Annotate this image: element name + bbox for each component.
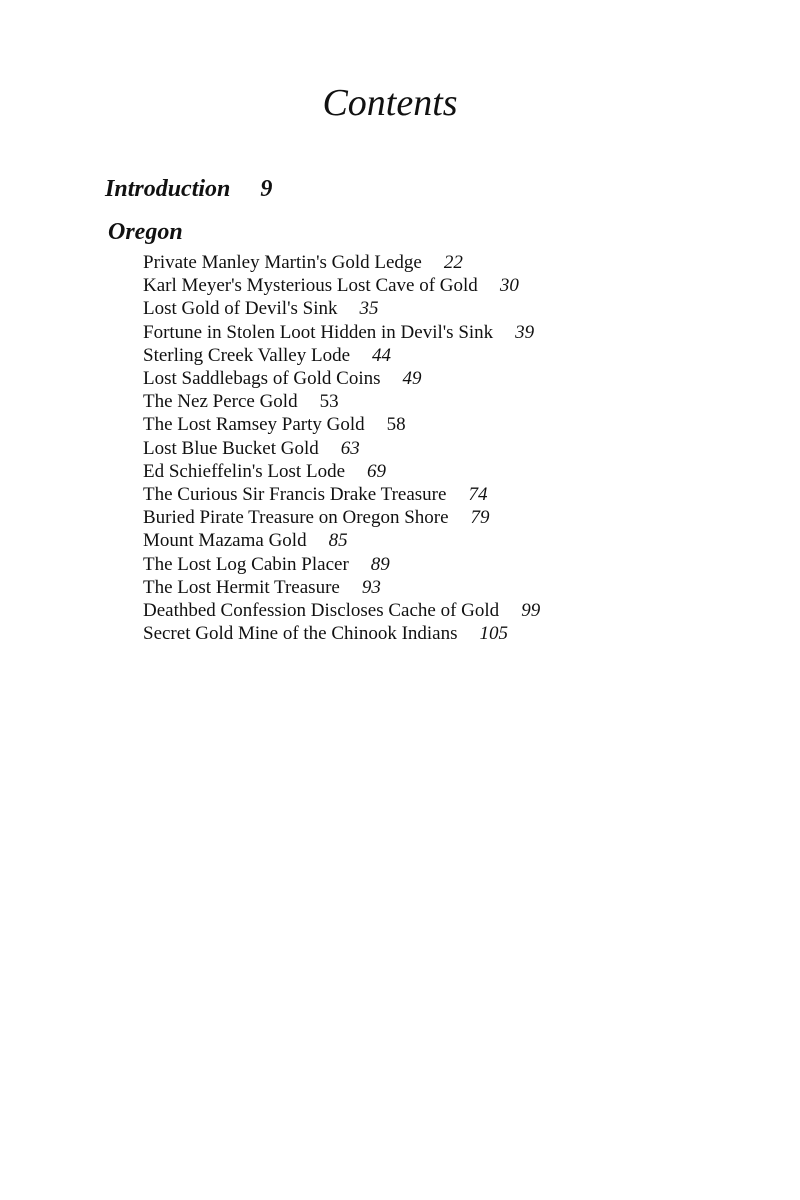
- entry-page-number: 79: [470, 507, 490, 529]
- contents-entry: [143, 321, 540, 344]
- entry-page-number: 63: [340, 437, 360, 459]
- entry-page-number: 44: [372, 344, 392, 366]
- entry-title: Ed Schieffelin's Lost Lode: [143, 460, 346, 482]
- entry-title: Deathbed Confession Discloses Cache of Gold: [143, 600, 500, 622]
- entry-page-number: 105: [479, 623, 509, 645]
- contents-entry: [143, 460, 540, 483]
- section-heading-oregon: Oregon: [108, 219, 183, 245]
- entry-title: Sterling Creek Valley Lode: [143, 344, 351, 366]
- entry-title: Mount Mazama Gold: [143, 530, 307, 552]
- introduction-label: Introduction: [105, 176, 231, 202]
- entry-title: Fortune in Stolen Loot Hidden in Devil's Sink: [143, 321, 494, 343]
- entry-page-number: 30: [499, 275, 519, 297]
- introduction-page-number: 9: [260, 176, 273, 202]
- entry-title: Lost Blue Bucket Gold: [143, 437, 319, 459]
- page-title: Contents: [322, 82, 458, 124]
- contents-entry: [143, 529, 540, 552]
- entry-page-number: 35: [359, 298, 379, 320]
- contents-entry: [143, 390, 540, 413]
- contents-entry: [143, 367, 540, 390]
- entry-page-number: 22: [443, 252, 463, 273]
- contents-entry: [143, 437, 540, 460]
- contents-entry: [143, 413, 540, 436]
- entry-page-number: 69: [367, 460, 387, 482]
- entry-page-number: 49: [402, 368, 422, 390]
- contents-entry-list: [143, 251, 540, 645]
- contents-entry: [143, 251, 540, 274]
- entry-page-number: 99: [521, 600, 541, 622]
- entry-title: Private Manley Martin's Gold Ledge: [143, 252, 422, 273]
- entry-title: Lost Gold of Devil's Sink: [143, 298, 338, 320]
- contents-entry: [143, 274, 540, 297]
- entry-title: The Lost Log Cabin Placer: [143, 553, 349, 575]
- entry-title: Buried Pirate Treasure on Oregon Shore: [143, 507, 449, 529]
- contents-entry: [143, 553, 540, 576]
- entry-page-number: 74: [468, 484, 488, 506]
- entry-page-number: 89: [370, 553, 390, 575]
- contents-entry: [143, 622, 540, 645]
- entry-title: The Nez Perce Gold: [143, 391, 298, 413]
- contents-entry: [143, 576, 540, 599]
- entry-title: Secret Gold Mine of the Chinook Indians: [143, 623, 458, 645]
- entry-page-number: 39: [515, 321, 535, 343]
- entry-title: Lost Saddlebags of Gold Coins: [143, 368, 381, 390]
- contents-entry: [143, 297, 540, 320]
- contents-entry: [143, 599, 540, 622]
- contents-entry: [143, 506, 540, 529]
- entry-title: Karl Meyer's Mysterious Lost Cave of Gold: [143, 275, 478, 297]
- entry-page-number: 85: [328, 530, 348, 552]
- contents-entry: [143, 344, 540, 367]
- entry-title: The Lost Hermit Treasure: [143, 576, 340, 598]
- contents-entry: [143, 483, 540, 506]
- entry-page-number: 53: [319, 391, 339, 413]
- introduction-entry: [105, 173, 272, 205]
- entry-title: The Curious Sir Francis Drake Treasure: [143, 484, 447, 506]
- entry-page-number: 93: [361, 576, 381, 598]
- entry-page-number: 58: [386, 414, 406, 436]
- entry-title: The Lost Ramsey Party Gold: [143, 414, 365, 436]
